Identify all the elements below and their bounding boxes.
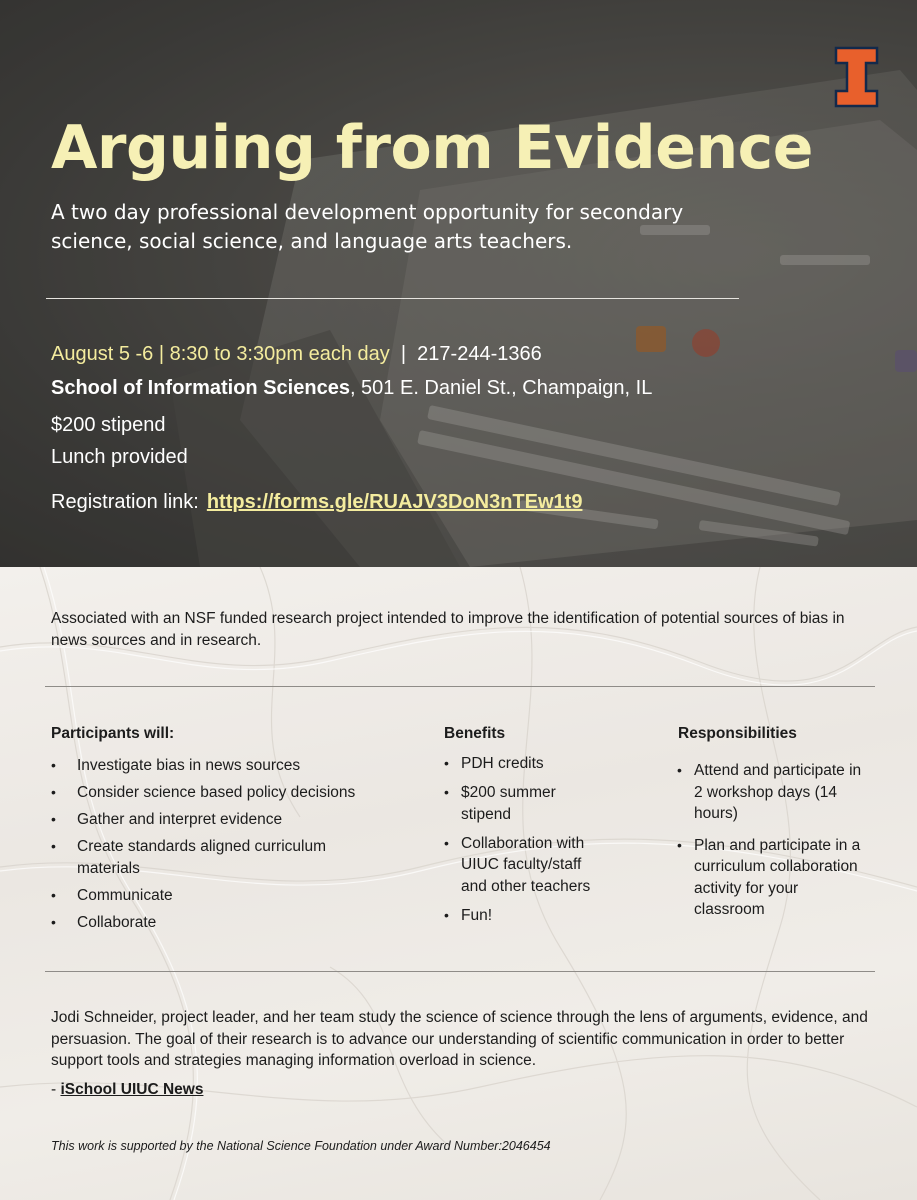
list-item: • Investigate bias in news sources bbox=[51, 757, 301, 774]
participants-list bbox=[51, 755, 407, 939]
event-location bbox=[51, 374, 652, 402]
divider bbox=[45, 686, 875, 687]
details-section bbox=[0, 567, 917, 1200]
event-date-time: August 5 -6 | 8:30 to 3:30pm each day bbox=[51, 343, 390, 365]
list-item: • Collaboration with UIUC faculty/staff and other teachers bbox=[444, 834, 591, 895]
event-title: Arguing from Evidence bbox=[51, 113, 813, 183]
project-intro: Associated with an NSF funded research project intended to improve the identification of potential sources of bias in news sources and in research. bbox=[51, 610, 845, 649]
list-item: • Collaborate bbox=[51, 913, 157, 931]
location-name: School of Information Sciences bbox=[51, 377, 350, 399]
hero-background-image bbox=[0, 0, 917, 567]
participants-heading: Participants will: bbox=[51, 725, 175, 742]
list-item: • Communicate bbox=[51, 886, 173, 904]
event-date-line bbox=[51, 340, 542, 368]
list-item: • Consider science based policy decisions bbox=[51, 784, 356, 801]
separator: | bbox=[389, 343, 418, 365]
divider bbox=[45, 971, 875, 972]
registration-label: Registration link: bbox=[51, 491, 199, 513]
list-item: • Gather and interpret evidence bbox=[51, 811, 283, 828]
list-item: • Create standards aligned curriculum materials bbox=[51, 838, 326, 877]
divider bbox=[46, 298, 739, 299]
event-phone: 217-244-1366 bbox=[417, 343, 542, 365]
benefits-list bbox=[444, 753, 621, 934]
block-i-logo bbox=[834, 46, 879, 108]
registration-link[interactable]: https://forms.gle/RUAJV3DoN3nTEw1t9 bbox=[206, 491, 583, 513]
hero-banner bbox=[0, 0, 917, 567]
event-subtitle: A two day professional development opportunity for secondary science, social science, and language arts teachers. bbox=[51, 200, 684, 253]
funding-footnote: This work is supported by the National Science Foundation under Award Number:2046454 bbox=[51, 1139, 551, 1153]
benefits-heading: Benefits bbox=[444, 725, 506, 742]
list-item: • $200 summer stipend bbox=[444, 784, 556, 823]
list-item: • PDH credits bbox=[444, 755, 544, 772]
closing-paragraph: Jodi Schneider, project leader, and her team study the science of science through the lens of arguments, evidence, and persuasion. The goal of their research is to advance our understanding of scientific communication in order to better support tools and strategies managing information overload in science. bbox=[51, 1009, 868, 1069]
registration-line bbox=[51, 488, 582, 516]
news-credit: - iSchool UIUC News bbox=[51, 1081, 204, 1098]
responsibilities-list bbox=[677, 760, 874, 931]
responsibilities-heading: Responsibilities bbox=[678, 725, 797, 742]
list-item: • Attend and participate in 2 workshop days (14 hours) bbox=[677, 762, 862, 822]
location-address: , 501 E. Daniel St., Champaign, IL bbox=[349, 377, 653, 399]
list-item: • Fun! bbox=[444, 906, 493, 924]
news-link[interactable]: iSchool UIUC News bbox=[60, 1081, 204, 1098]
stipend-text: $200 stipend bbox=[51, 414, 166, 436]
list-item: • Plan and participate in a curriculum collaboration activity for your classroom bbox=[677, 836, 861, 918]
lunch-text: Lunch provided bbox=[51, 446, 188, 468]
